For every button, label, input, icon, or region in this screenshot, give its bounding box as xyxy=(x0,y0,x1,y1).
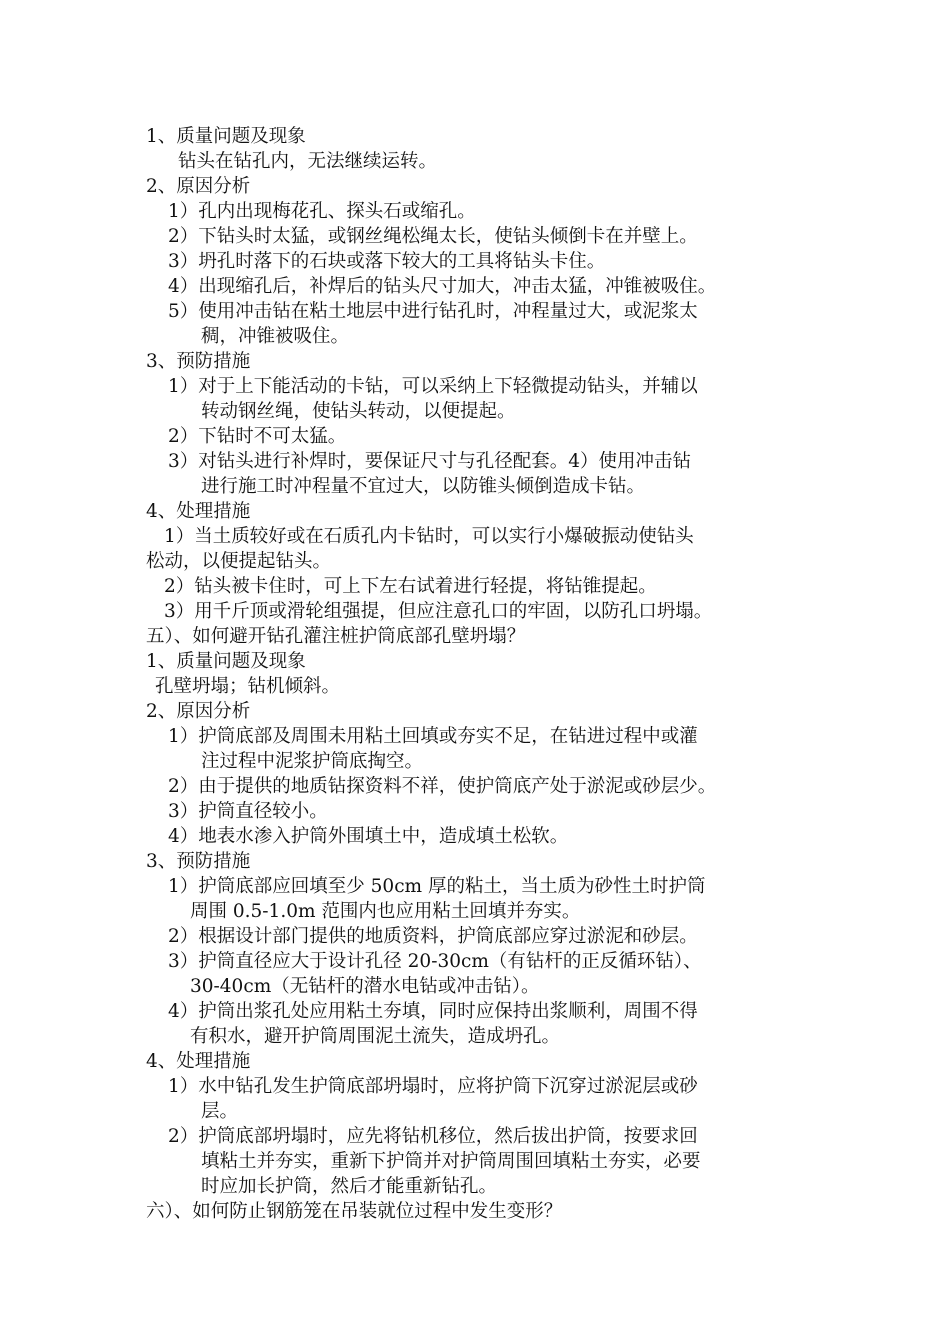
list-item: 1）当土质较好或在石质孔内卡钻时，可以实行小爆破振动使钻头 xyxy=(164,526,694,547)
list-item-continuation: 进行施工时冲程量不宜过大，以防锥头倾倒造成卡钻。 xyxy=(201,476,646,497)
list-item: 3）坍孔时落下的石块或落下较大的工具将钻头卡住。 xyxy=(168,251,606,272)
list-item: 1）对于上下能活动的卡钻，可以采纳上下轻微提动钻头，并辅以 xyxy=(168,376,698,397)
list-item-continuation: 注过程中泥浆护筒底掏空。 xyxy=(201,751,424,772)
list-item-continuation: 有积水，避开护筒周围泥土流失，造成坍孔。 xyxy=(190,1026,561,1047)
section-heading: 3、预防措施 xyxy=(146,851,251,872)
list-item-continuation: 转动钢丝绳，使钻头转动，以便提起。 xyxy=(201,401,516,422)
section-heading: 2、原因分析 xyxy=(146,176,251,197)
list-item: 5）使用冲击钻在粘土地层中进行钻孔时，冲程量过大，或泥浆太 xyxy=(168,301,698,322)
list-item-continuation: 填粘土并夯实，重新下护筒并对护筒周围回填粘土夯实，必要 xyxy=(201,1151,701,1172)
question-heading: 五）、如何避开钻孔灌注桩护筒底部孔壁坍塌？ xyxy=(146,626,526,647)
list-item: 4）护筒出浆孔处应用粘土夯填，同时应保持出浆顺利，周围不得 xyxy=(168,1001,698,1022)
paragraph-line: 孔壁坍塌；钻机倾斜。 xyxy=(155,676,341,697)
list-item: 2）护筒底部坍塌时，应先将钻机移位，然后拔出护筒，按要求回 xyxy=(168,1126,698,1147)
list-item: 3）用千斤顶或滑轮组强提，但应注意孔口的牢固，以防孔口坍塌。 xyxy=(164,601,713,622)
list-item-continuation: 时应加长护筒，然后才能重新钻孔。 xyxy=(201,1176,498,1197)
list-item: 4）出现缩孔后，补焊后的钻头尺寸加大，冲击太猛，冲锥被吸住。 xyxy=(168,276,717,297)
list-item: 1）护筒底部应回填至少 50cm 厚的粘土，当土质为砂性土时护筒 xyxy=(168,876,706,897)
list-item: 2）由于提供的地质钻探资料不祥，使护筒底产处于淤泥或砂层少。 xyxy=(168,776,717,797)
list-item: 1）孔内出现梅花孔、探头石或缩孔。 xyxy=(168,201,476,222)
list-item: 1）护筒底部及周围未用粘土回填或夯实不足，在钻进过程中或灌 xyxy=(168,726,698,747)
list-item: 4）地表水渗入护筒外围填土中，造成填土松软。 xyxy=(168,826,569,847)
list-item: 3）护筒直径应大于设计孔径 20-30cm（有钻杆的正反循环钻）、 xyxy=(168,951,702,972)
list-item: 2）下钻时不可太猛。 xyxy=(168,426,347,447)
list-item: 3）护筒直径较小。 xyxy=(168,801,328,822)
list-item-continuation: 层。 xyxy=(201,1101,239,1122)
list-item: 2）钻头被卡住时，可上下左右试着进行轻提，将钻锥提起。 xyxy=(164,576,657,597)
section-heading: 3、预防措施 xyxy=(146,351,251,372)
section-heading: 4、处理措施 xyxy=(146,1051,251,1072)
list-item: 1）水中钻孔发生护筒底部坍塌时，应将护筒下沉穿过淤泥层或砂 xyxy=(168,1076,698,1097)
section-heading: 1、质量问题及现象 xyxy=(146,651,306,672)
paragraph-line: 钻头在钻孔内，无法继续运转。 xyxy=(178,151,438,172)
section-heading: 2、原因分析 xyxy=(146,701,251,722)
list-item-continuation: 30-40cm（无钻杆的潜水电钻或冲击钻）。 xyxy=(190,976,540,997)
list-item-continuation: 松动，以便提起钻头。 xyxy=(146,551,332,572)
section-heading: 1、质量问题及现象 xyxy=(146,126,306,147)
list-item: 2）下钻头时太猛，或钢丝绳松绳太长，使钻头倾倒卡在并壁上。 xyxy=(168,226,698,247)
section-heading: 4、处理措施 xyxy=(146,501,251,522)
list-item: 3）对钻头进行补焊时，要保证尺寸与孔径配套。4）使用冲击钻 xyxy=(168,451,692,472)
list-item: 2）根据设计部门提供的地质资料，护筒底部应穿过淤泥和砂层。 xyxy=(168,926,698,947)
list-item-continuation: 周围 0.5-1.0m 范围内也应用粘土回填并夯实。 xyxy=(190,901,581,922)
list-item-continuation: 稠，冲锥被吸住。 xyxy=(201,326,350,347)
question-heading: 六）、如何防止钢筋笼在吊装就位过程中发生变形？ xyxy=(146,1201,563,1222)
